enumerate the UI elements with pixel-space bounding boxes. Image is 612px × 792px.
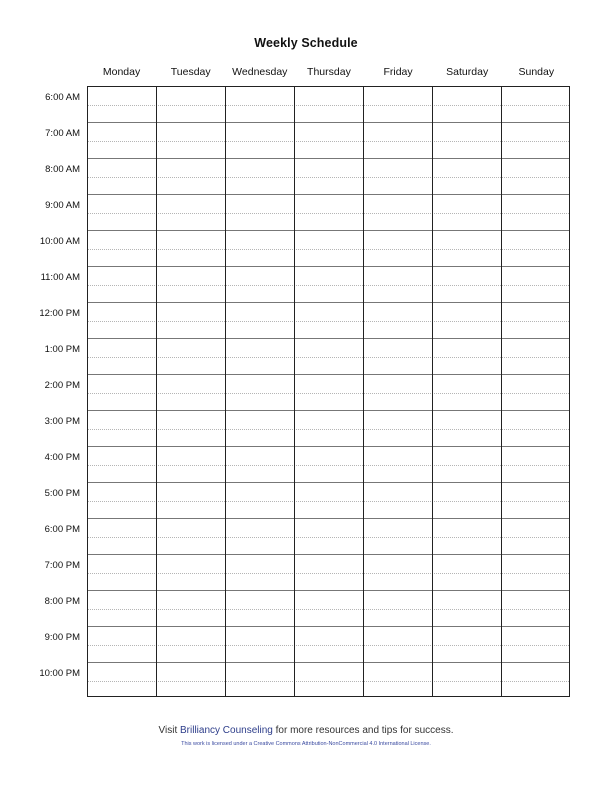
- time-label: 3:00 PM: [44, 416, 80, 427]
- day-header-monday: Monday: [102, 66, 141, 78]
- time-label: 1:00 PM: [44, 344, 80, 355]
- day-column-divider: [432, 87, 433, 696]
- day-header-thursday: Thursday: [307, 66, 351, 78]
- half-hour-line: [88, 681, 569, 682]
- time-label: 6:00 AM: [45, 92, 80, 103]
- half-hour-line: [88, 249, 569, 250]
- half-hour-line: [88, 105, 569, 106]
- half-hour-line: [88, 357, 569, 358]
- hour-line: [88, 374, 569, 375]
- brand-link[interactable]: Brilliancy Counseling: [180, 725, 273, 736]
- time-label: 2:00 PM: [44, 380, 80, 391]
- time-label: 9:00 AM: [45, 200, 80, 211]
- day-column-divider: [294, 87, 295, 696]
- day-header-row: [87, 66, 571, 80]
- half-hour-line: [88, 645, 569, 646]
- hour-line: [88, 446, 569, 447]
- hour-line: [88, 626, 569, 627]
- hour-line: [88, 122, 569, 123]
- hour-line: [88, 266, 569, 267]
- footer-note: [0, 725, 612, 736]
- half-hour-line: [88, 393, 569, 394]
- half-hour-line: [88, 501, 569, 502]
- hour-line: [88, 482, 569, 483]
- half-hour-line: [88, 141, 569, 142]
- time-label: 7:00 PM: [44, 560, 80, 571]
- hour-line: [88, 662, 569, 663]
- day-header-saturday: Saturday: [446, 66, 489, 78]
- half-hour-line: [88, 537, 569, 538]
- hour-line: [88, 518, 569, 519]
- day-column-divider: [501, 87, 502, 696]
- time-label: 6:00 PM: [44, 524, 80, 535]
- hour-line: [88, 230, 569, 231]
- hour-line: [88, 590, 569, 591]
- time-label: 8:00 PM: [44, 596, 80, 607]
- time-label: 10:00 AM: [39, 236, 80, 247]
- hour-line: [88, 554, 569, 555]
- license-note[interactable]: This work is licensed under a Creative Commons Attribution-NonCommercial 4.0 International License.: [181, 741, 431, 747]
- time-label: 8:00 AM: [45, 164, 80, 175]
- half-hour-line: [88, 285, 569, 286]
- hour-line: [88, 410, 569, 411]
- hour-line: [88, 158, 569, 159]
- half-hour-line: [88, 609, 569, 610]
- hour-line: [88, 338, 569, 339]
- day-header-friday: Friday: [383, 66, 413, 78]
- time-label: 9:00 PM: [44, 632, 80, 643]
- hour-line: [88, 302, 569, 303]
- time-label: 11:00 AM: [40, 272, 80, 283]
- half-hour-line: [88, 429, 569, 430]
- day-column-divider: [225, 87, 226, 696]
- half-hour-line: [88, 321, 569, 322]
- footer-prefix: Visit: [158, 725, 181, 736]
- time-label: 7:00 AM: [45, 128, 80, 139]
- hour-line: [88, 194, 569, 195]
- half-hour-line: [88, 177, 569, 178]
- schedule-grid: [87, 86, 570, 697]
- page-title: Weekly Schedule: [254, 36, 358, 50]
- day-header-wednesday: Wednesday: [232, 66, 288, 78]
- day-header-sunday: Sunday: [518, 66, 555, 78]
- day-header-tuesday: Tuesday: [170, 66, 211, 78]
- time-label: 5:00 PM: [44, 488, 80, 499]
- day-column-divider: [156, 87, 157, 696]
- half-hour-line: [88, 573, 569, 574]
- time-label: 4:00 PM: [44, 452, 80, 463]
- half-hour-line: [88, 465, 569, 466]
- day-column-divider: [363, 87, 364, 696]
- footer-suffix: for more resources and tips for success.: [272, 725, 454, 736]
- time-label: 12:00 PM: [39, 308, 80, 319]
- time-label: 10:00 PM: [39, 668, 80, 679]
- half-hour-line: [88, 213, 569, 214]
